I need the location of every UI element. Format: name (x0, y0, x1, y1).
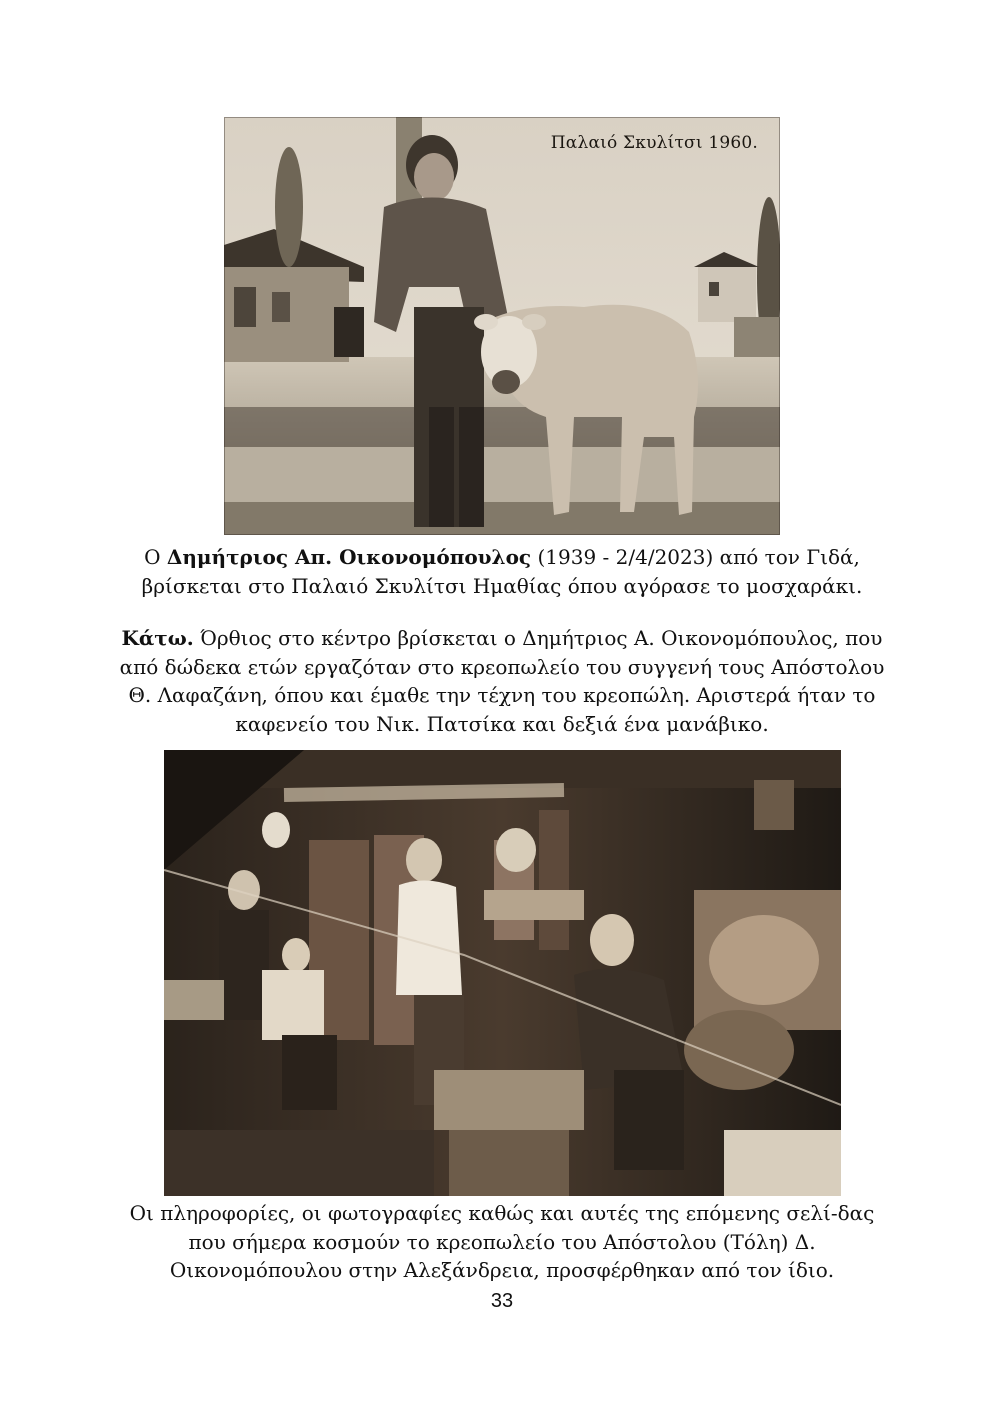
caption-first (110, 543, 894, 600)
page-number: 33 (490, 1290, 514, 1312)
caption-second (110, 624, 894, 738)
caption-third: Οι πληροφορίες, οι φωτογραφίες καθώς και αυτές της επόμενης σελί-δας που σήμερα κοσμούν το κρεοπωλείο του Απόστολου (Τόλη) Δ. Οικονομόπουλου στην Αλεξάνδρεια, προσφέρθηκαν από τον ίδιο. (129, 1201, 875, 1282)
caption-first-rest: (1939 - 2/4/2023) από τον Γιδά, βρίσκεται στο Παλαιό Σκυλίτσι Ημαθίας όπου αγόρασε το μοσχαράκι. (141, 545, 863, 598)
caption-first-name: Δημήτριος Απ. Οικονομόπουλος (166, 545, 532, 569)
caption-second-rest: Όρθιος στο κέντρο βρίσκεται ο Δημήτριος Α. Οικονομόπουλος, που από δώδεκα ετών εργαζόταν στο κρεοπωλείο του συγγενή τους Απόστολου Θ. Λαφαζάνη, όπου και έμαθε την τέχνη του κρεοπώλη. Αριστερά ήταν το καφενείο του Νικ. Πατσίκα και δεξιά ένα μανάβικο. (119, 626, 885, 736)
photo-butcher-shop (164, 750, 841, 1196)
caption-first-prefix: Ο (144, 545, 167, 569)
photo-man-with-calf (224, 117, 780, 535)
caption-second-lead: Κάτω. (121, 626, 194, 650)
photo-caption-place-year: Παλαιό Σκυλίτσι 1960. (550, 133, 758, 153)
